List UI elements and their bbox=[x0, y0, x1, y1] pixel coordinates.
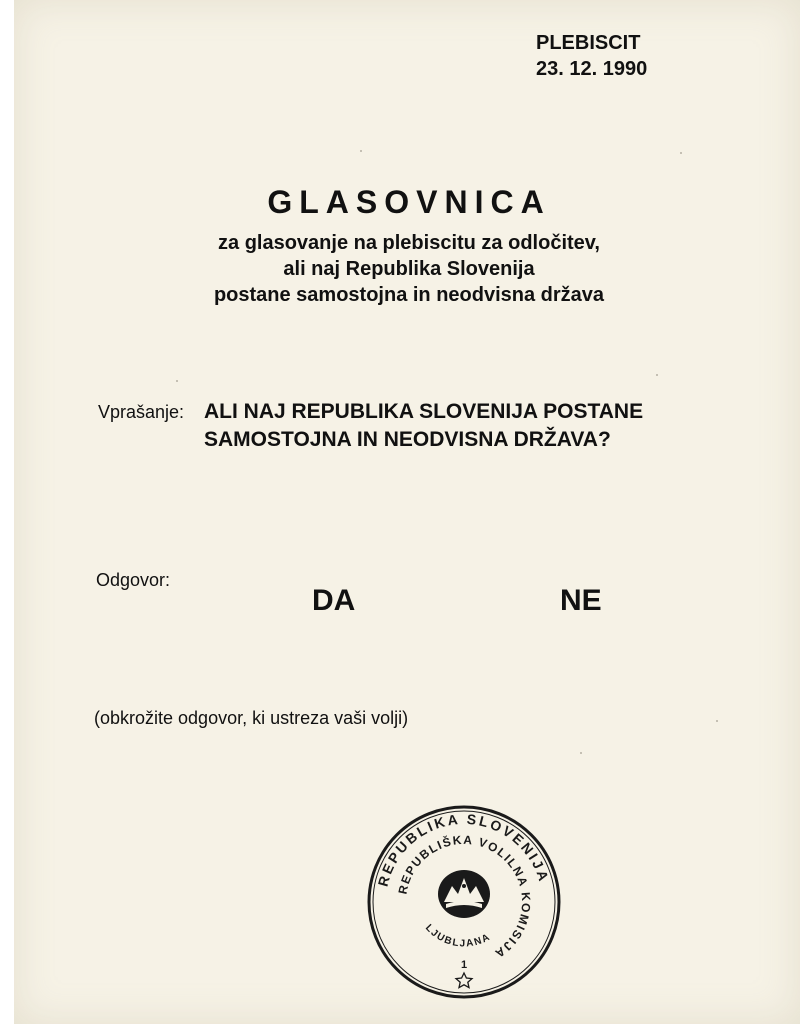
paper-speck bbox=[716, 720, 718, 722]
question-line: SAMOSTOJNA IN NEODVISNA DRŽAVA? bbox=[204, 428, 611, 451]
plebiscite-date: 23. 12. 1990 bbox=[536, 58, 648, 80]
subtitle-line: postane samostojna in neodvisna država bbox=[213, 284, 605, 306]
coat-of-arms-icon bbox=[438, 870, 490, 918]
question-line: ALI NAJ REPUBLIKA SLOVENIJA POSTANE bbox=[204, 400, 644, 423]
voting-instruction: (obkrožite odgovor, ki ustreza vaši volji) bbox=[94, 708, 409, 728]
seal-city-text bbox=[423, 923, 493, 950]
seal-inner-textpath: REPUBLIŠKA VOLILNA KOMISIJA bbox=[395, 832, 534, 962]
answer-yes-option[interactable]: DA bbox=[312, 584, 356, 617]
subtitle-line: ali naj Republika Slovenija bbox=[283, 258, 535, 280]
question-label: Vprašanje: bbox=[98, 402, 185, 422]
paper-speck bbox=[680, 152, 682, 154]
subtitle-line: za glasovanje na plebiscitu za odločitev, bbox=[218, 232, 600, 254]
paper-speck bbox=[176, 380, 178, 382]
seal-city-textpath: LJUBLJANA bbox=[422, 922, 493, 950]
paper-speck bbox=[656, 374, 658, 376]
election-commission-seal bbox=[366, 804, 562, 1000]
star-icon bbox=[456, 973, 472, 988]
paper-speck bbox=[360, 150, 362, 152]
question-text bbox=[204, 398, 643, 454]
scan-margin bbox=[0, 0, 14, 1024]
answer-label: Odgovor: bbox=[96, 570, 171, 590]
plebiscite-label: PLEBISCIT bbox=[536, 32, 641, 54]
answer-no-option[interactable]: NE bbox=[560, 584, 602, 617]
seal-outer-textpath: REPUBLIKA SLOVENIJA bbox=[374, 810, 553, 889]
ballot-title: GLASOVNICA bbox=[267, 184, 551, 220]
paper-speck bbox=[580, 752, 582, 754]
seal-number: 1 bbox=[460, 959, 468, 971]
plebiscite-header bbox=[536, 30, 647, 82]
ballot-subtitle bbox=[0, 230, 800, 308]
